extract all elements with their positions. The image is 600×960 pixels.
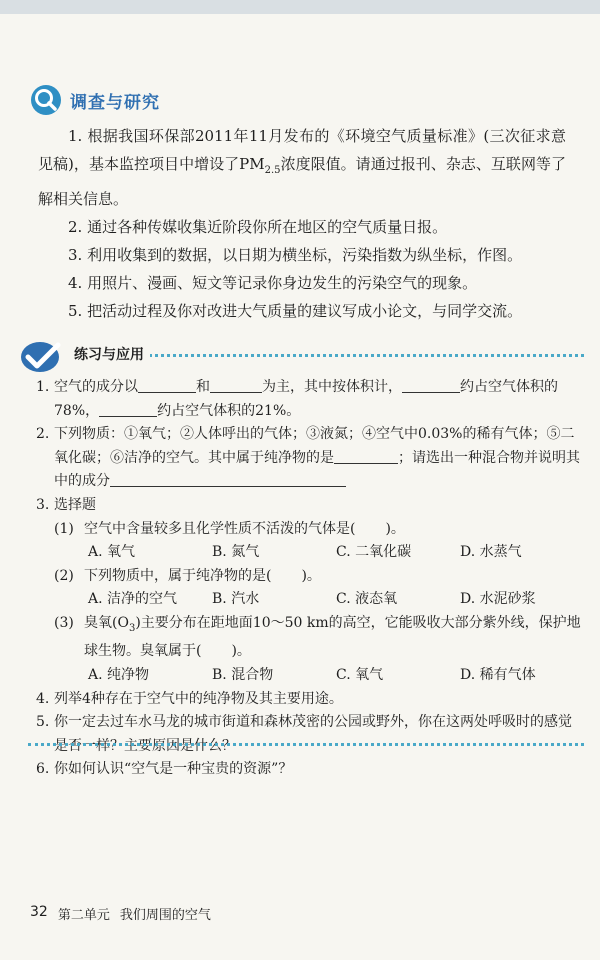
- subquestion-2-options: [88, 588, 582, 612]
- magnifier-icon: [30, 84, 62, 116]
- research-body: [38, 122, 566, 325]
- page-number: 32: [30, 904, 48, 920]
- subquestion-3: (3) 臭氧$(O_3)$主要分布在距地面10～50 km的高空，它能吸收大部分紫外线，保护地球生物。臭氧属于( )。: [54, 614, 581, 660]
- top-band: [0, 0, 600, 14]
- option[interactable]: B. 氮气: [212, 544, 260, 561]
- option[interactable]: B. 混合物: [212, 666, 274, 683]
- unit-label: 第二单元: [57, 908, 110, 923]
- subquestion-3-options: [88, 664, 582, 688]
- question-6: 6. 你如何认识“空气是一种宝贵的资源”？: [36, 761, 293, 778]
- exercise-top-rule: [126, 354, 584, 357]
- option[interactable]: A. 纯净物: [88, 666, 150, 683]
- blank[interactable]: [210, 377, 262, 393]
- blank[interactable]: [99, 401, 157, 417]
- question-3-subquestions: [54, 518, 582, 688]
- exercise-box: [16, 340, 584, 778]
- research-item-4: 4. 用照片、漫画、短文等记录你身边发生的污染空气的现象。: [68, 274, 478, 292]
- checkmark-icon: [18, 340, 66, 374]
- option[interactable]: D. 稀有气体: [460, 666, 536, 683]
- subquestion-1-options: [88, 541, 582, 565]
- research-header: [30, 83, 160, 117]
- blank[interactable]: [334, 448, 398, 464]
- subquestion-2: (2) 下列物质中，属于纯净物的是( )。: [54, 567, 321, 584]
- page-footer: [30, 904, 211, 923]
- research-item-2: 2. 通过各种传媒收集近阶段你所在地区的空气质量日报。: [68, 218, 448, 236]
- question-4: 4. 列举4种存在于空气中的纯净物及其主要用途。: [36, 690, 343, 707]
- research-title: 调查与研究: [70, 92, 160, 113]
- subquestion-1: (1) 空气中含量较多且化学性质不活泼的气体是( )。: [54, 520, 405, 537]
- research-item-3: 3. 利用收集到的数据，以日期为横坐标，污染指数为纵坐标，作图。: [68, 246, 523, 264]
- chapter-label: 我们周围的空气: [119, 908, 211, 923]
- option[interactable]: C. 液态氧: [336, 591, 398, 608]
- exercise-body: [36, 376, 582, 782]
- option[interactable]: C. 氧气: [336, 666, 384, 683]
- research-item-5: 5. 把活动过程及你对改进大气质量的建议写成小论文，与同学交流。: [68, 302, 523, 320]
- blank[interactable]: [138, 377, 196, 393]
- option[interactable]: C. 二氧化碳: [336, 544, 412, 561]
- blank[interactable]: [110, 471, 346, 487]
- question-2: 2. 下列物质：①氧气；②人体呼出的气体；③液氮；④空气中0.03%的稀有气体；⑤二氧化碳；⑥洁净的空气。其中属于纯净物的是 ；请选出一种混合物并说明其中的成分: [36, 426, 580, 490]
- research-item-1: 1. 根据我国环保部2011年11月发布的《环境空气质量标准》(三次征求意见稿)，基本监控项目中增设了$PM_{2.5}$浓度限值。请通过报刊、杂志、互联网等了解相关信息。: [38, 127, 566, 208]
- question-5: 5. 你一定去过车水马龙的城市街道和森林茂密的公园或野外，你在这两处呼吸时的感觉是否一样？主要原因是什么？: [36, 714, 572, 754]
- blank[interactable]: [402, 377, 460, 393]
- question-3: 3. 选择题: [36, 496, 96, 513]
- exercise-title: 练习与应用: [68, 344, 150, 364]
- exercise-bottom-rule: [28, 743, 584, 746]
- option[interactable]: A. 氧气: [88, 544, 136, 561]
- question-1: 1. 空气的成分以 和 为主，其中按体积计， 约占空气体积的78%， 约占空气体积的21%。: [36, 379, 558, 419]
- option[interactable]: B. 汽水: [212, 591, 260, 608]
- option[interactable]: A. 洁净的空气: [88, 591, 178, 608]
- option[interactable]: D. 水蒸气: [460, 544, 522, 561]
- option[interactable]: D. 水泥砂浆: [460, 591, 536, 608]
